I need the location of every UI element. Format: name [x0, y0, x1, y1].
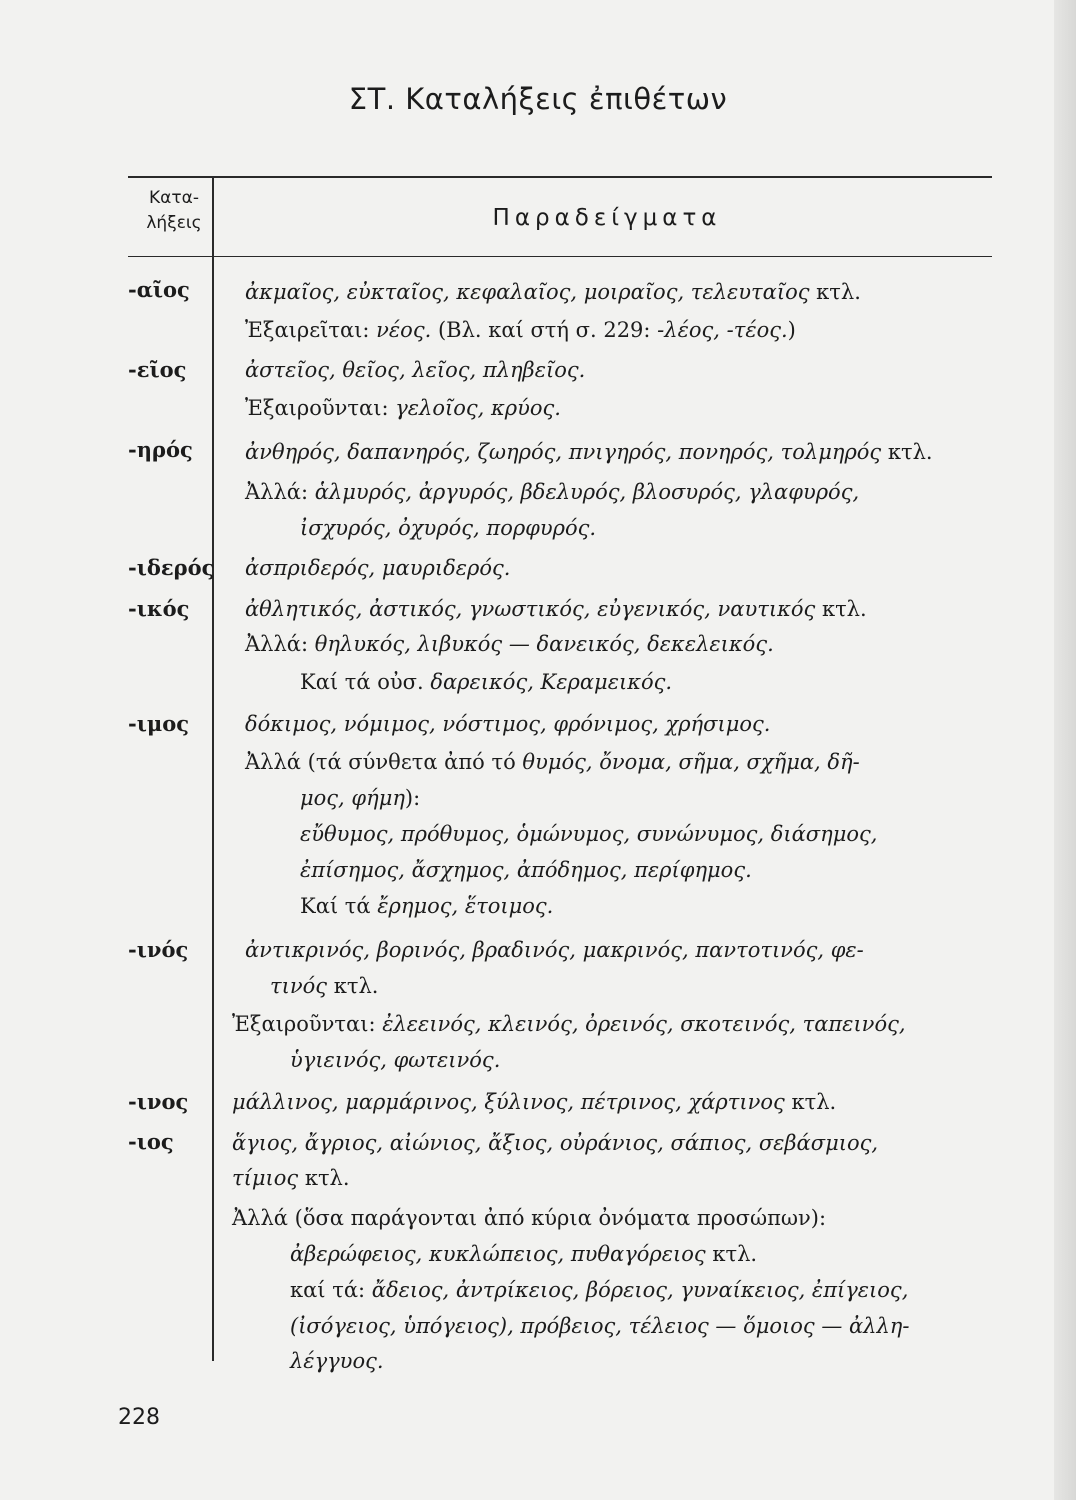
example-line: μάλλινος, μαρμάρινος, ξύλινος, πέτρινος, χάρτινος κτλ. — [232, 1090, 837, 1114]
table-top-rule — [128, 176, 992, 178]
example-line: Ἀλλά (ὅσα παράγονται ἀπό κύρια ὀνόματα προσώπων): — [232, 1206, 827, 1230]
ending-ikos: -ικός — [128, 596, 190, 621]
ending-ios: -ιος — [128, 1129, 174, 1154]
example-line: Ἐξαιροῦνται: ἐλεεινός, κλεινός, ὀρεινός, σκοτεινός, ταπεινός, — [232, 1012, 906, 1036]
example-line: Ἐξαιροῦνται: γελοῖος, κρύος. — [245, 396, 561, 420]
ending-ideros: -ιδερός — [128, 555, 215, 580]
page-number: 228 — [118, 1405, 160, 1430]
example-line: Ἀλλά: ἁλμυρός, ἀργυρός, βδελυρός, βλοσυρός, γλαφυρός, — [245, 480, 860, 504]
example-line: τινός κτλ. — [270, 974, 379, 998]
header-endings: Κατα- λήξεις — [146, 188, 202, 233]
example-line: ἀθλητικός, ἀστικός, γνωστικός, εὐγενικός, ναυτικός κτλ. — [245, 597, 867, 621]
example-line: ἀσπριδερός, μαυριδερός. — [245, 556, 511, 580]
example-line: Καί τά οὐσ. δαρεικός, Κεραμεικός. — [300, 670, 673, 694]
example-line: ἀβερώφειος, κυκλώπειος, πυθαγόρειος κτλ. — [290, 1242, 758, 1266]
ending-imos: -ιμος — [128, 711, 190, 736]
ending-eios: -εῖος — [128, 357, 187, 382]
header-bottom-rule — [128, 256, 992, 257]
example-line: ἐπίσημος, ἄσχημος, ἀπόδημος, περίφημος. — [300, 858, 752, 882]
example-line: δόκιμος, νόμιμος, νόστιμος, φρόνιμος, χρήσιμος. — [245, 712, 771, 736]
example-line: (ἰσόγειος, ὑπόγειος), πρόβειος, τέλειος — ὅμοιος — ἀλλη- — [290, 1314, 910, 1338]
page-title: ΣΤ. Καταλήξεις ἐπιθέτων — [348, 82, 728, 116]
example-line: Ἀλλά: θηλυκός, λιβυκός — δανεικός, δεκελεικός. — [245, 632, 774, 656]
example-line: ἀντικρινός, βορινός, βραδινός, μακρινός, παντοτινός, φε- — [245, 938, 864, 962]
ending-iros: -ηρός — [128, 437, 193, 462]
example-line: ἀκμαῖος, εὐκταῖος, κεφαλαῖος, μοιραῖος, τελευταῖος κτλ. — [245, 280, 861, 304]
example-line: ἰσχυρός, ὀχυρός, πορφυρός. — [300, 516, 597, 540]
page-edge — [1054, 0, 1076, 1500]
example-line: καί τά: ἄδειος, ἀντρίκειος, βόρειος, γυναίκειος, ἐπίγειος, — [290, 1278, 909, 1302]
example-line: ἀνθηρός, δαπανηρός, ζωηρός, πνιγηρός, πονηρός, τολμηρός κτλ. — [245, 440, 933, 464]
ending-aios: -αῖος — [128, 277, 190, 302]
example-line: εὔθυμος, πρόθυμος, ὁμώνυμος, συνώνυμος, διάσημος, — [300, 822, 878, 846]
example-line: Καί τά ἔρημος, ἕτοιμος. — [300, 894, 554, 918]
example-line: λέγγυος. — [290, 1349, 384, 1373]
ending-inos: -ινος — [128, 1089, 189, 1114]
example-line: ὑγιεινός, φωτεινός. — [290, 1048, 501, 1072]
ending-inos-accented: -ινός — [128, 937, 189, 962]
example-line: ἅγιος, ἄγριος, αἰώνιος, ἄξιος, οὐράνιος, σάπιος, σεβάσμιος, — [232, 1131, 879, 1155]
column-divider — [212, 176, 214, 1361]
example-line: ἀστεῖος, θεῖος, λεῖος, πληβεῖος. — [245, 358, 586, 382]
header-examples: Παραδείγματα — [492, 205, 722, 231]
example-line: Ἀλλά (τά σύνθετα ἀπό τό θυμός, ὄνομα, σῆμα, σχῆμα, δῆ- — [245, 750, 860, 774]
example-line: τίμιος κτλ. — [232, 1166, 350, 1190]
example-line: Ἐξαιρεῖται: νέος. (Βλ. καί στή σ. 229: -λέος, -τέος.) — [245, 318, 796, 342]
example-line: μος, φήμη): — [300, 786, 421, 810]
